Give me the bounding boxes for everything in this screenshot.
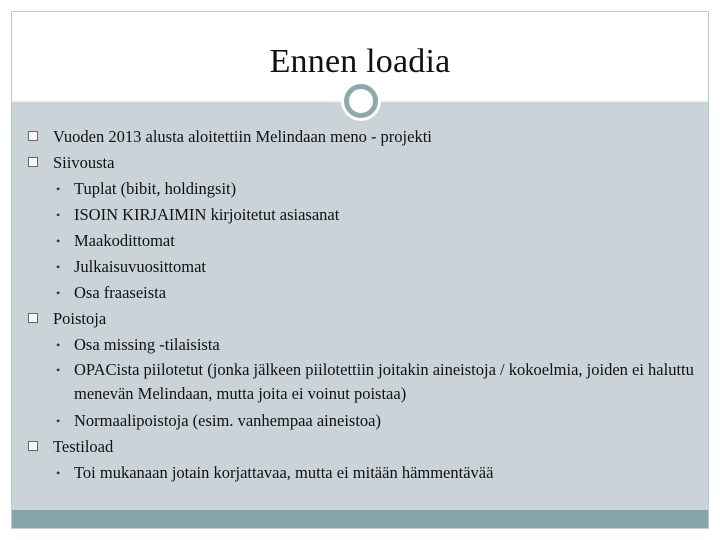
square-bullet-icon [28, 131, 38, 141]
bullet-list [26, 124, 701, 486]
list-item [26, 434, 701, 460]
sub-list-item [26, 202, 701, 228]
square-bullet-icon [28, 157, 38, 167]
list-item-text: Vuoden 2013 alusta aloitettiin Melindaan meno - projekti [53, 127, 432, 146]
list-item-text: Maakodittomat [74, 231, 175, 250]
sub-list-item [26, 332, 701, 358]
dot-bullet-icon: • [56, 363, 61, 377]
list-item-text: Normaalipoistoja (esim. vanhempaa aineistoa) [74, 411, 381, 430]
list-item-text: Osa fraaseista [74, 283, 167, 302]
list-item-text: Osa missing -tilaisista [74, 335, 220, 354]
dot-bullet-icon: • [56, 338, 61, 352]
slide-title: Ennen loadia [269, 43, 451, 80]
sub-list-item [26, 408, 701, 434]
sub-list-item [26, 280, 701, 306]
footer-bar [12, 510, 708, 528]
list-item-text: Toi mukanaan jotain korjattavaa, mutta ei mitään hämmentävää [74, 463, 494, 482]
slide [11, 11, 709, 529]
dot-bullet-icon: • [56, 260, 61, 274]
square-bullet-icon [28, 313, 38, 323]
sub-list-item [26, 460, 701, 486]
sub-list-item [26, 254, 701, 280]
dot-bullet-icon: • [56, 208, 61, 222]
dot-bullet-icon: • [56, 414, 61, 428]
list-item [26, 306, 701, 332]
list-item-text: OPACista piilotetut (jonka jälkeen piilotettiin joitakin aineistoja / kokoelmia, joiden ei haluttu menevän Melindaan, mutta joita ei voinut poistaa) [74, 360, 694, 403]
circle-emblem-icon [341, 81, 381, 121]
circle-ring-icon [344, 84, 378, 118]
dot-bullet-icon: • [56, 234, 61, 248]
list-item-text: Poistoja [53, 309, 107, 328]
list-item-text: Tuplat (bibit, holdingsit) [74, 179, 237, 198]
list-item-text: Julkaisuvuosittomat [74, 257, 206, 276]
list-item [26, 124, 701, 150]
sub-list-item [26, 358, 701, 406]
list-item-text: ISOIN KIRJAIMIN kirjoitetut asiasanat [74, 205, 340, 224]
dot-bullet-icon: • [56, 466, 61, 480]
sub-list-item [26, 176, 701, 202]
list-item [26, 150, 701, 176]
list-item-text: Siivousta [53, 153, 115, 172]
dot-bullet-icon: • [56, 286, 61, 300]
dot-bullet-icon: • [56, 182, 61, 196]
sub-list-item [26, 228, 701, 254]
square-bullet-icon [28, 441, 38, 451]
list-item-text: Testiload [53, 437, 114, 456]
